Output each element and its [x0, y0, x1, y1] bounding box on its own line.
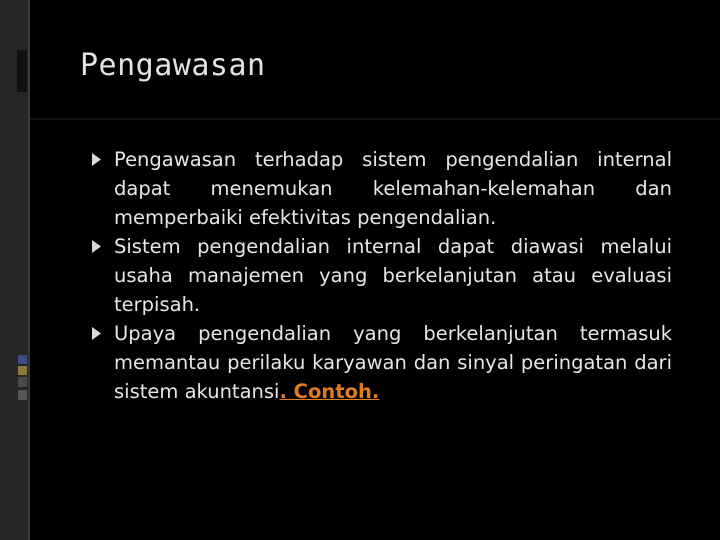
- triangle-bullet-icon: [92, 153, 101, 166]
- bullet-item: [92, 145, 672, 232]
- bullet-text: Sistem pengendalian internal dapat diawasi melalui usaha manajemen yang berkelanjutan atau evaluasi terpisah.: [114, 235, 672, 316]
- bullet-item: [92, 319, 672, 406]
- strip-color-square-gray-2: [18, 390, 27, 400]
- triangle-bullet-icon: [92, 240, 101, 253]
- strip-edge-line: [28, 0, 30, 540]
- title-divider: [30, 118, 720, 120]
- strip-color-square-gray: [18, 377, 27, 387]
- triangle-bullet-icon: [92, 327, 101, 340]
- strip-accent-block: [17, 50, 27, 92]
- bullet-item: [92, 232, 672, 319]
- slide-title: Pengawasan: [80, 48, 266, 83]
- bullet-list: [92, 145, 672, 406]
- bullet-text: Pengawasan terhadap sistem pengendalian internal dapat menemukan kelemahan-kelemahan dan memperbaiki efektivitas pengendalian.: [114, 148, 672, 229]
- bullet-text: Upaya pengendalian yang berkelanjutan termasuk memantau perilaku karyawan dan sinyal peringatan dari sistem akuntansi: [114, 322, 672, 403]
- strip-color-square-blue: [18, 355, 27, 364]
- strip-color-square-gold: [18, 366, 27, 375]
- example-link[interactable]: . Contoh.: [279, 380, 380, 403]
